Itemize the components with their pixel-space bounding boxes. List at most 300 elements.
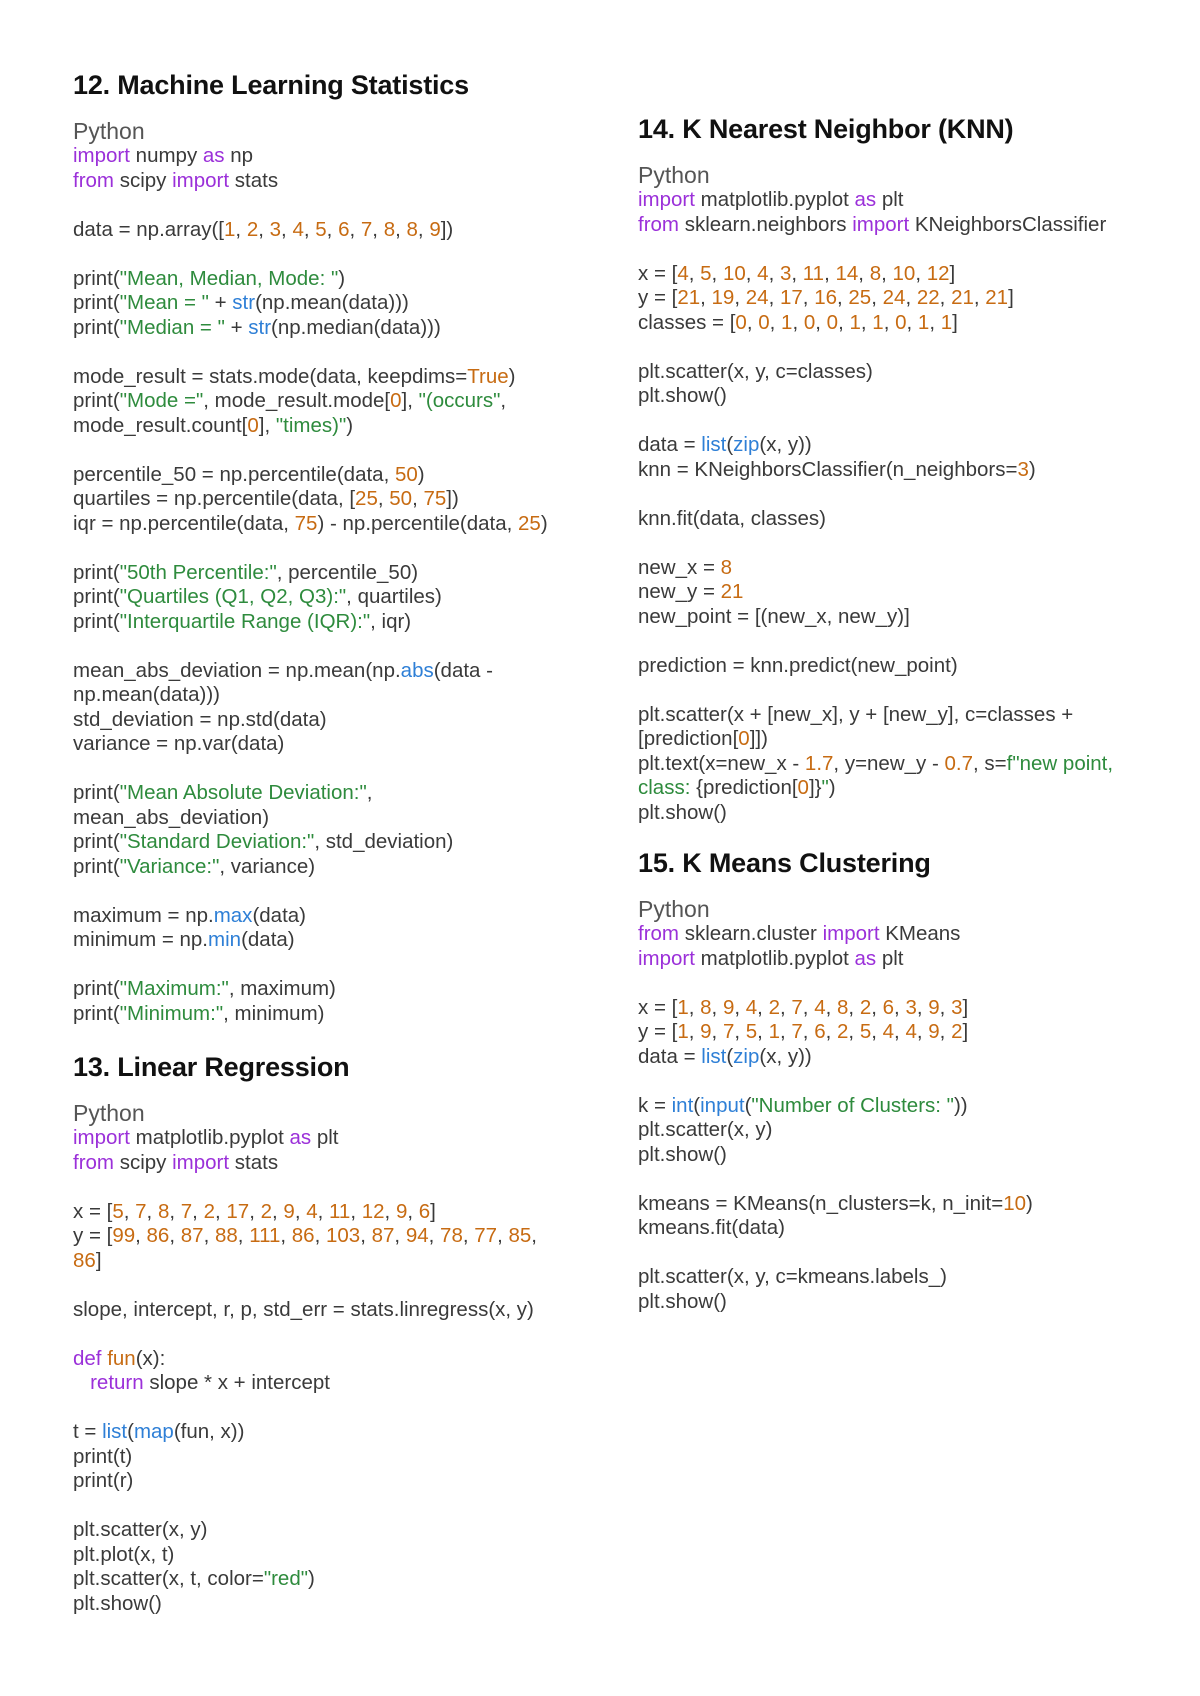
code-token: , bbox=[688, 1020, 701, 1043]
code-token: plt bbox=[311, 1126, 339, 1149]
code-token: "red" bbox=[263, 1567, 309, 1590]
code-token: maximum = np. bbox=[73, 903, 214, 927]
code-token: input bbox=[700, 1093, 745, 1117]
code-token: np bbox=[224, 144, 254, 167]
code-line bbox=[638, 947, 1158, 972]
code-token: 12 bbox=[926, 261, 950, 285]
code-token: + bbox=[208, 291, 233, 314]
section-13-language-label: Python bbox=[73, 1100, 145, 1126]
code-token: as bbox=[854, 946, 877, 970]
code-token: "Number of Clusters: " bbox=[751, 1093, 954, 1117]
code-line bbox=[73, 512, 593, 537]
code-token: 5 bbox=[315, 217, 327, 241]
code-line bbox=[73, 1396, 593, 1421]
code-token: , bbox=[272, 1199, 284, 1223]
code-token: 50 bbox=[394, 462, 418, 486]
section-14-language-label: Python bbox=[638, 162, 710, 188]
code-line bbox=[638, 629, 1158, 654]
code-token: print( bbox=[73, 585, 120, 608]
code-token: , bbox=[377, 487, 390, 510]
code-token: , bbox=[779, 995, 792, 1019]
code-line bbox=[73, 1322, 593, 1347]
code-token: import bbox=[638, 188, 695, 211]
code-token: (x, y)) bbox=[759, 1044, 812, 1068]
code-token: 7 bbox=[135, 1199, 147, 1223]
code-line bbox=[638, 409, 1158, 434]
code-line bbox=[638, 1069, 1158, 1094]
code-token: 75 bbox=[294, 511, 318, 535]
code-token: 6 bbox=[814, 1020, 826, 1043]
code-line bbox=[73, 1126, 593, 1151]
code-token: zip bbox=[733, 1044, 760, 1068]
code-token: ( bbox=[693, 1093, 701, 1117]
code-token: , bbox=[280, 1224, 292, 1247]
code-token: 103 bbox=[325, 1224, 361, 1247]
code-line bbox=[638, 1094, 1158, 1119]
code-line bbox=[73, 659, 593, 684]
code-token: 50 bbox=[389, 487, 413, 510]
code-token: 10 bbox=[892, 261, 916, 285]
code-token: x = [ bbox=[638, 995, 678, 1019]
code-token: , bbox=[734, 286, 746, 309]
section-15-code-block bbox=[638, 922, 1158, 1314]
code-token: from bbox=[638, 212, 679, 236]
code-token: plt.plot(x, t) bbox=[73, 1542, 175, 1566]
code-token: def bbox=[73, 1346, 102, 1370]
code-line bbox=[73, 169, 593, 194]
code-token: ) bbox=[828, 776, 836, 799]
code-line bbox=[73, 1175, 593, 1200]
code-token: 4 bbox=[292, 217, 304, 241]
code-token: 0 bbox=[738, 727, 750, 750]
code-token: ] bbox=[430, 1199, 436, 1223]
code-line bbox=[73, 1298, 593, 1323]
code-token: ) bbox=[338, 266, 346, 290]
code-line bbox=[638, 580, 1158, 605]
code-token: 11 bbox=[329, 1199, 351, 1223]
code-token: matplotlib.pyplot bbox=[694, 188, 855, 211]
code-token: matplotlib.pyplot bbox=[129, 1126, 290, 1149]
code-line bbox=[73, 634, 593, 659]
code-token: plt.text(x=new_x - bbox=[638, 751, 805, 775]
code-token: , bbox=[906, 310, 918, 334]
code-line bbox=[638, 237, 1158, 262]
code-token: percentile_50 = np.percentile(data, bbox=[73, 462, 395, 486]
code-line bbox=[638, 727, 1158, 752]
code-token: 22 bbox=[916, 286, 940, 309]
code-line bbox=[73, 316, 593, 341]
code-line bbox=[73, 806, 593, 831]
code-token: , variance) bbox=[219, 854, 316, 878]
code-token: , bbox=[973, 286, 986, 309]
code-line bbox=[73, 610, 593, 635]
code-token: from bbox=[638, 922, 679, 945]
code-token: new_y = bbox=[638, 580, 721, 603]
code-token: 14 bbox=[835, 261, 859, 285]
code-token: slope * x + intercept bbox=[143, 1371, 330, 1394]
code-token: ], bbox=[401, 389, 419, 412]
code-line bbox=[73, 242, 593, 267]
code-line bbox=[73, 1494, 593, 1519]
code-token: print( bbox=[73, 854, 120, 878]
code-token: ]) bbox=[440, 217, 454, 241]
code-token: as bbox=[202, 144, 225, 167]
code-line bbox=[638, 458, 1158, 483]
code-token: 5 bbox=[745, 1020, 758, 1043]
code-token: 8 bbox=[406, 217, 418, 241]
code-token: [prediction[ bbox=[638, 727, 739, 750]
code-token: ) - np.percentile(data, bbox=[317, 511, 519, 535]
code-line bbox=[73, 904, 593, 929]
code-token: )) bbox=[953, 1093, 968, 1117]
code-token: , bbox=[745, 261, 758, 285]
code-token: 9 bbox=[395, 1199, 408, 1223]
code-token: 86 bbox=[146, 1224, 170, 1247]
code-token: True bbox=[467, 364, 509, 388]
code-token: class: bbox=[638, 776, 697, 799]
code-token: "Minimum:" bbox=[119, 1001, 224, 1025]
code-token: 78 bbox=[440, 1224, 463, 1247]
code-token: 25 bbox=[518, 511, 541, 535]
code-line bbox=[73, 757, 593, 782]
code-token: data = np.array([ bbox=[73, 217, 224, 241]
code-token: ] bbox=[949, 261, 956, 285]
code-line bbox=[638, 1020, 1158, 1045]
code-token: minimum = np. bbox=[73, 928, 209, 951]
code-token: 8 bbox=[720, 555, 733, 579]
code-token: ) bbox=[308, 1567, 315, 1590]
code-line bbox=[73, 389, 593, 414]
code-token: import bbox=[172, 168, 230, 192]
code-token: 3 bbox=[269, 217, 282, 241]
code-token: slope, intercept, r, p, std_err = stats.linregress(x, y) bbox=[73, 1297, 534, 1321]
code-token: zip bbox=[733, 433, 760, 456]
code-token: , s= bbox=[973, 751, 1007, 775]
code-line bbox=[73, 855, 593, 880]
code-token: 0 bbox=[390, 389, 402, 412]
code-token: 5 bbox=[112, 1199, 124, 1223]
code-token: new_point = [(new_x, new_y)] bbox=[638, 604, 910, 628]
code-token: 7 bbox=[360, 217, 373, 241]
code-token: 7 bbox=[791, 1020, 803, 1043]
code-token: print( bbox=[73, 609, 120, 633]
section-14-code-block bbox=[638, 188, 1158, 825]
section-12-language-label: Python bbox=[73, 118, 145, 144]
code-token: 8 bbox=[837, 995, 849, 1019]
code-token: , bbox=[746, 310, 759, 334]
code-token: 4 bbox=[306, 1199, 318, 1223]
code-token: x = [ bbox=[638, 261, 678, 285]
code-token: , bbox=[360, 1224, 372, 1247]
code-token: (x): bbox=[135, 1346, 166, 1370]
code-token: , bbox=[791, 261, 803, 285]
code-token: sklearn.neighbors bbox=[679, 212, 853, 236]
code-token: 24 bbox=[745, 286, 769, 309]
code-token: "times)" bbox=[275, 413, 347, 437]
code-token: , bbox=[858, 261, 870, 285]
code-line bbox=[73, 144, 593, 169]
code-token: 21 bbox=[677, 286, 701, 309]
code-token: , bbox=[258, 217, 270, 241]
code-token: 9 bbox=[928, 995, 940, 1019]
code-token: plt.show() bbox=[638, 1142, 727, 1166]
code-token: , bbox=[824, 261, 836, 285]
code-token: 9 bbox=[722, 995, 735, 1019]
code-token: 88 bbox=[214, 1224, 238, 1247]
code-token: mode_result.count[ bbox=[73, 413, 248, 437]
code-token: , bbox=[314, 1224, 326, 1247]
code-token: , bbox=[711, 995, 723, 1019]
code-token: 1.7 bbox=[804, 751, 834, 775]
code-token: 25 bbox=[848, 286, 872, 309]
code-token: ]} bbox=[808, 776, 822, 799]
code-token: print( bbox=[73, 830, 120, 853]
code-token: 85 bbox=[508, 1224, 532, 1247]
code-token: plt.show() bbox=[638, 1289, 727, 1313]
code-token: , bbox=[462, 1224, 475, 1247]
code-token: 24 bbox=[882, 286, 906, 309]
code-line bbox=[73, 1592, 593, 1617]
code-line bbox=[638, 188, 1158, 213]
code-line bbox=[73, 732, 593, 757]
code-token: , bbox=[734, 995, 746, 1019]
code-line bbox=[73, 561, 593, 586]
code-token: plt.show() bbox=[638, 384, 727, 407]
code-token: plt.scatter(x, y) bbox=[638, 1118, 773, 1141]
code-token: , percentile_50) bbox=[276, 560, 419, 584]
code-token: , bbox=[871, 1020, 883, 1043]
code-token: , bbox=[838, 310, 850, 334]
code-token: str bbox=[248, 315, 272, 339]
code-token: ) bbox=[508, 364, 516, 388]
code-token: , maximum) bbox=[228, 977, 336, 1000]
code-token: , quartiles) bbox=[346, 585, 442, 608]
code-line bbox=[73, 365, 593, 390]
code-token: , bbox=[825, 1020, 837, 1043]
code-token: matplotlib.pyplot bbox=[694, 946, 855, 970]
code-token: "(occurs" bbox=[418, 389, 501, 412]
code-token: , bbox=[734, 1020, 746, 1043]
code-token: y = [ bbox=[638, 1020, 678, 1043]
code-token: plt.show() bbox=[73, 1591, 162, 1615]
code-token: , bbox=[395, 217, 407, 241]
code-token: "Mean = " bbox=[119, 291, 209, 314]
code-token: f"new point, bbox=[1006, 751, 1114, 775]
code-token: , bbox=[779, 1020, 792, 1043]
code-token: , iqr) bbox=[370, 609, 412, 633]
code-token: , bbox=[366, 781, 373, 804]
code-token: , bbox=[711, 1020, 723, 1043]
code-token: sklearn.cluster bbox=[679, 922, 823, 945]
code-token: , bbox=[802, 286, 815, 309]
code-token: , bbox=[871, 286, 883, 309]
code-token: 2 bbox=[951, 1020, 963, 1043]
code-token: np.mean(data))) bbox=[73, 683, 220, 706]
code-token: 0 bbox=[797, 776, 809, 799]
code-token: "Standard Deviation:" bbox=[119, 830, 315, 853]
code-line bbox=[638, 1167, 1158, 1192]
code-token: print( bbox=[73, 291, 120, 314]
code-token: 0 bbox=[895, 310, 907, 334]
code-token: "50th Percentile:" bbox=[119, 560, 277, 584]
code-token: , bbox=[428, 1224, 441, 1247]
code-line bbox=[638, 1118, 1158, 1143]
code-token: 1 bbox=[224, 217, 236, 241]
section-13-title: 13. Linear Regression bbox=[73, 1052, 350, 1082]
code-token: 1 bbox=[677, 1020, 689, 1043]
code-token: , bbox=[394, 1224, 406, 1247]
code-token: list bbox=[701, 1044, 727, 1068]
code-token: 4 bbox=[905, 1020, 917, 1043]
code-token: "Quartiles (Q1, Q2, Q3):" bbox=[119, 585, 347, 608]
code-token: scipy bbox=[114, 168, 173, 192]
code-line bbox=[73, 928, 593, 953]
code-token: 111 bbox=[249, 1224, 281, 1247]
code-line bbox=[638, 678, 1158, 703]
code-token: classes = [ bbox=[638, 310, 736, 334]
code-token: 1 bbox=[940, 310, 953, 334]
code-token: "Maximum:" bbox=[119, 977, 229, 1000]
code-token: max bbox=[213, 903, 253, 927]
code-line bbox=[638, 971, 1158, 996]
code-line bbox=[73, 1249, 593, 1274]
code-line bbox=[73, 1567, 593, 1592]
code-token bbox=[73, 1371, 90, 1394]
code-line bbox=[638, 654, 1158, 679]
code-line bbox=[73, 536, 593, 561]
code-token: , bbox=[929, 310, 941, 334]
code-token: min bbox=[208, 928, 242, 951]
code-token: , bbox=[802, 995, 815, 1019]
code-token: KMeans bbox=[879, 922, 961, 945]
code-token: mode_result = stats.mode(data, keepdims= bbox=[73, 364, 468, 388]
code-token: , bbox=[531, 1224, 537, 1247]
code-token: , bbox=[848, 1020, 860, 1043]
code-token: , bbox=[123, 1199, 136, 1223]
code-token: , bbox=[294, 1199, 307, 1223]
code-token: 16 bbox=[814, 286, 837, 309]
code-token: mean_abs_deviation) bbox=[73, 805, 270, 829]
code-token: variance = np.var(data) bbox=[73, 732, 285, 755]
code-token: , bbox=[860, 310, 873, 334]
code-token: from bbox=[73, 168, 114, 192]
code-token: , bbox=[214, 1199, 227, 1223]
code-token: 3 bbox=[951, 995, 963, 1019]
code-token: abs bbox=[400, 658, 434, 682]
code-token: kmeans = KMeans(n_clusters=k, n_init= bbox=[638, 1191, 1004, 1215]
code-token: knn.fit(data, classes) bbox=[638, 506, 826, 530]
code-line bbox=[638, 1143, 1158, 1168]
code-token: 8 bbox=[157, 1199, 170, 1223]
code-token: ]]) bbox=[749, 727, 768, 750]
code-token: plt.scatter(x, y) bbox=[73, 1518, 208, 1541]
code-token: x = [ bbox=[73, 1199, 113, 1223]
code-line bbox=[73, 977, 593, 1002]
code-token: 1 bbox=[872, 310, 884, 334]
code-token: , bbox=[837, 286, 849, 309]
code-token: 2 bbox=[837, 1020, 849, 1043]
code-line bbox=[638, 1045, 1158, 1070]
code-token: 9 bbox=[429, 217, 441, 241]
code-token: ] bbox=[962, 995, 969, 1019]
code-token: 2 bbox=[260, 1199, 272, 1223]
code-token: , bbox=[939, 1020, 952, 1043]
code-line bbox=[73, 683, 593, 708]
code-token: 21 bbox=[985, 286, 1009, 309]
code-token: 5 bbox=[859, 1020, 872, 1043]
code-token: , bbox=[135, 1224, 147, 1247]
code-token: return bbox=[90, 1371, 144, 1394]
code-token: ( bbox=[726, 433, 734, 456]
code-line bbox=[73, 487, 593, 512]
code-line bbox=[638, 1241, 1158, 1266]
code-token: 0 bbox=[758, 310, 770, 334]
code-token: iqr = np.percentile(data, bbox=[73, 511, 295, 535]
code-line bbox=[638, 1265, 1158, 1290]
code-token: import bbox=[822, 922, 880, 945]
code-token: , bbox=[894, 995, 906, 1019]
code-token: print(r) bbox=[73, 1469, 134, 1492]
code-line bbox=[73, 1224, 593, 1249]
code-token: import bbox=[852, 212, 910, 236]
code-token: , bbox=[757, 1020, 769, 1043]
code-token: 8 bbox=[383, 217, 396, 241]
code-line bbox=[73, 1469, 593, 1494]
code-token: 2 bbox=[859, 995, 872, 1019]
code-token: (np.median(data))) bbox=[271, 315, 441, 339]
code-token: plt.scatter(x, y, c=classes) bbox=[638, 359, 873, 383]
code-token: , bbox=[700, 286, 712, 309]
code-line bbox=[73, 218, 593, 243]
code-token: 21 bbox=[951, 286, 974, 309]
code-token: 2 bbox=[768, 995, 780, 1019]
code-line bbox=[638, 996, 1158, 1021]
code-line bbox=[73, 414, 593, 439]
code-token: 17 bbox=[226, 1199, 250, 1223]
code-token: 9 bbox=[700, 1020, 712, 1043]
code-token: 1 bbox=[768, 1020, 780, 1043]
code-token: ( bbox=[127, 1420, 134, 1443]
code-token: std_deviation = np.std(data) bbox=[73, 707, 327, 731]
code-token: 19 bbox=[711, 286, 735, 309]
code-token: map bbox=[133, 1420, 174, 1443]
code-token: 5 bbox=[700, 261, 712, 285]
code-token: 1 bbox=[917, 310, 930, 334]
code-token: 99 bbox=[112, 1224, 136, 1247]
section-12-title: 12. Machine Learning Statistics bbox=[73, 70, 469, 100]
code-token: 4 bbox=[882, 1020, 895, 1043]
code-token: , bbox=[237, 1224, 250, 1247]
code-line bbox=[73, 1371, 593, 1396]
code-token: , bbox=[905, 286, 917, 309]
code-token: 3 bbox=[905, 995, 917, 1019]
code-token: 77 bbox=[474, 1224, 498, 1247]
code-token: "Variance:" bbox=[119, 854, 220, 878]
code-token: data = bbox=[638, 433, 702, 456]
code-token: 75 bbox=[423, 487, 447, 510]
code-token: quartiles = np.percentile(data, [ bbox=[73, 487, 356, 510]
code-line bbox=[638, 1290, 1158, 1315]
code-line bbox=[638, 752, 1158, 777]
code-token: "Mean Absolute Deviation:" bbox=[119, 781, 367, 804]
code-token: , bbox=[417, 217, 430, 241]
code-token: y = [ bbox=[73, 1224, 113, 1247]
code-token: , bbox=[688, 261, 701, 285]
code-token: , bbox=[768, 286, 780, 309]
code-token: 1 bbox=[677, 995, 689, 1019]
code-line bbox=[638, 384, 1158, 409]
code-line bbox=[638, 703, 1158, 728]
